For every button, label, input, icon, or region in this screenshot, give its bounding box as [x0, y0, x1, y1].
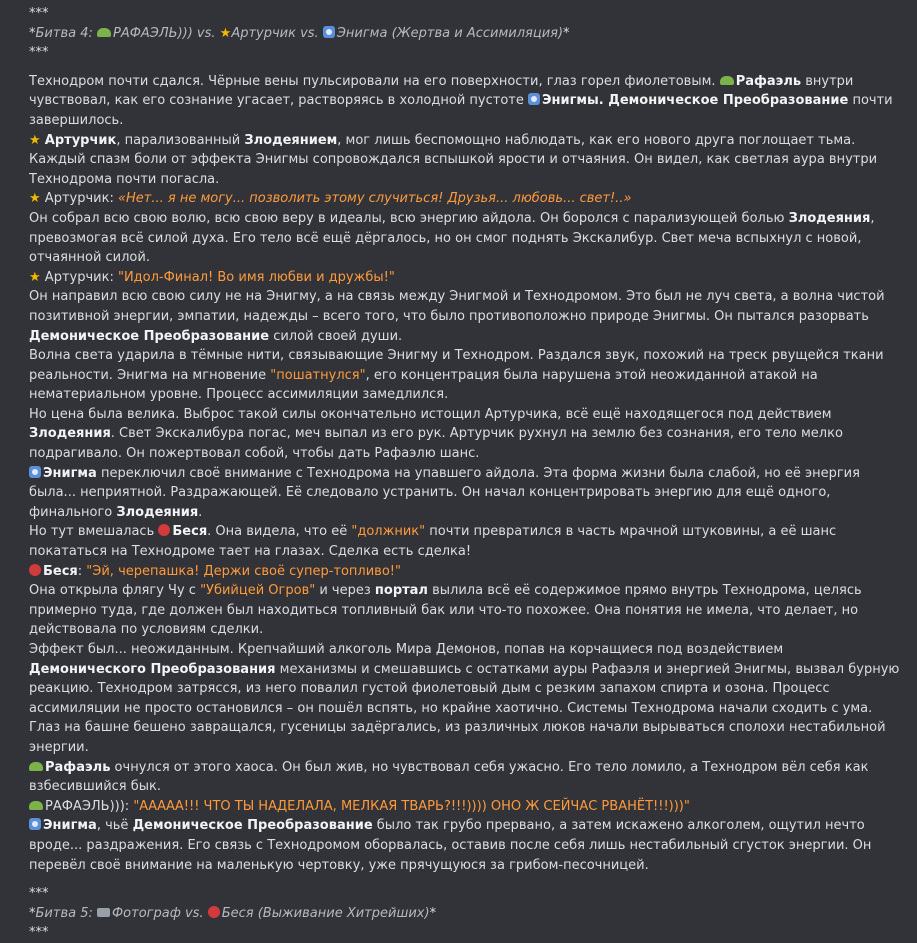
text: , мог лишь беспомощно наблюдать, как его нового друга поглощает тьма. Каждый спазм боли от эффекта Энигмы сопровождался вспышкой ярости и отчаяния. Он видел, как светлая аура внутри Технодрома почти погасла.: [29, 132, 878, 187]
text: почти превратился в часть мрачной штуковины, а её шанс покататься на Технодроме тает на глазах. Сделка есть сделка!: [29, 524, 837, 560]
quote: «Нет... я не могу... позволить этому случиться! Друзья... любовь... свет!..»: [117, 191, 632, 207]
text: механизмы и смешавшись с остатками ауры Рафаэля и энергией Энигмы, вызвал бурную реакцию. Технодром затрясся, из него повалил густой фиолетовый дым с резким запахом спирта и озона. Процесс ассимиляции не просто остановился – он пошёл вспять, но крайне хаотично. Системы Технодрома начали сходить с ума. Глаз на башне бешено завращался, гусеницы задёргались, из различных люков начали вырываться сполохи нестабильной энергии.: [29, 661, 900, 755]
message-content: [29, 4, 901, 943]
bold-name: Артурчик: [44, 132, 117, 148]
asterisk: *: [429, 905, 437, 921]
separator: ***: [29, 45, 49, 61]
blue-orb-icon: [323, 26, 335, 38]
paragraph-10: [29, 522, 901, 561]
paragraph-9: [29, 464, 901, 523]
dialogue-arthur-1: [29, 189, 901, 209]
text: Но цена была велика. Выброс такой силы окончательно истощил Артурчика, всё ещё находящегося под действием: [29, 406, 832, 422]
paragraph-4: [29, 209, 901, 268]
text: .: [198, 504, 203, 520]
text: , его концентрация была нарушена этой неожиданной атакой на нематериальном уровне. Процесс ассимиляции замедлился.: [29, 367, 818, 403]
dialogue-arthur-2: [29, 268, 901, 288]
text: . Она видела, что её: [207, 524, 352, 540]
text: было так грубо прервано, а затем искажено алкоголем, ощутил нечто вроде... раздражения. Его связь с Технодромом оборвалась, оставив после себя лишь нестабильный сгусток энергии. Он перевёл своё внимание на маленькую чертовку, уже прячущуюся за грибом-песочницей.: [29, 818, 872, 873]
text: Он собрал всю свою волю, всю свою веру в идеалы, всю энергию айдола. Он боролся с парализующей болью: [29, 210, 789, 226]
speaker: РАФАЭЛЬ))):: [45, 798, 134, 814]
devil-icon: [158, 524, 170, 536]
text: , превозмогая всё силой духа. Его тело всё ещё дёргалось, но он смог поднять Экскалибур. Свет меча вспыхнул с новой, отчаянной силой.: [29, 210, 875, 266]
text: силой своей души.: [269, 328, 403, 344]
bold-name: Рафаэль: [735, 73, 802, 89]
bold-term: портал: [374, 583, 428, 599]
battle-label: Битва 4:: [35, 25, 97, 41]
quote: "пошатнулся": [270, 367, 366, 383]
camera-icon: [97, 908, 110, 917]
paragraph-6: [29, 287, 901, 346]
quote: "Убийцей Огров": [200, 583, 316, 599]
star-icon: ★: [219, 25, 232, 41]
bold-term: Энигмы. Демоническое Преобразование: [541, 93, 849, 109]
dialogue-besya: [29, 562, 901, 582]
fighter-arthur: Артурчик vs.: [231, 25, 323, 41]
turtle-icon: [29, 801, 43, 810]
paragraph-14: [29, 758, 901, 797]
bold-name: Беся: [172, 524, 208, 540]
bold-name: Рафаэль: [45, 759, 111, 775]
text: Она открыла флягу Чу с: [29, 583, 201, 599]
turtle-icon: [29, 762, 43, 771]
text: и через: [315, 583, 375, 599]
fighter-enigma: Энигма (Жертва и Ассимиляция): [336, 25, 564, 41]
text: Технодром почти сдался. Чёрные вены пульсировали на его поверхности, глаз горел фиолетовым.: [29, 73, 720, 89]
separator: ***: [29, 886, 49, 902]
bold-term: Злодеяния: [788, 210, 871, 226]
text: Волна света ударила в тёмные нити, связывающие Энигму и Технодром. Раздался звук, похожий на треск рвущейся ткани реальности. Энигма на мгновение: [29, 348, 884, 383]
speaker: Артурчик:: [44, 269, 118, 285]
text: очнулся от этого хаоса. Он был жив, но чувствовал себя ужасно. Его тело ломило, а Технодром вёл себя как взбесившийся бык.: [29, 759, 869, 795]
paragraph-8: [29, 405, 901, 464]
text: . Свет Экскалибура погас, меч выпал из его рук. Артурчик рухнул на землю без сознания, его тело мелко подрагивало. Он пожертвовал собой, чтобы дать Рафаэлю шанс.: [29, 426, 843, 462]
bold-term: Злодеяния: [116, 504, 199, 520]
bold-term: Демоническое Преобразование: [29, 328, 270, 344]
paragraph-13: [29, 640, 901, 758]
quote: "Идол-Финал! Во имя любви и дружбы!": [117, 269, 395, 285]
bold-name: Энигма: [43, 818, 97, 834]
blue-orb-icon: [528, 93, 540, 105]
paragraph-1: [29, 72, 901, 131]
fighter-besya: Беся (Выживание Хитрейших): [221, 905, 430, 921]
separator: ***: [29, 6, 49, 21]
text: почти завершилось.: [29, 93, 893, 128]
text: , чьё: [96, 818, 133, 834]
blue-orb-icon: [29, 818, 41, 830]
text: Эффект был... неожиданным. Крепчайший алкоголь Мира Демонов, попав на корчащиеся под воздействием: [29, 642, 784, 657]
paragraph-12: [29, 581, 901, 640]
text: , парализованный: [116, 132, 245, 148]
text: внутри чувствовал, как его сознание угасает, растворяясь в холодной пустоте: [29, 73, 854, 109]
text: :: [77, 563, 87, 579]
paragraph-2: [29, 131, 901, 190]
fighter-photographer: Фотограф vs.: [111, 905, 208, 921]
text: Но тут вмешалась: [29, 524, 159, 540]
star-icon: ★: [29, 132, 45, 148]
bold-term: Злодеянием: [244, 132, 338, 148]
star-icon: ★: [29, 191, 45, 207]
blue-orb-icon: [29, 466, 41, 478]
asterisk: *: [29, 25, 36, 41]
battle-4-heading: [29, 24, 901, 44]
turtle-icon: [97, 28, 111, 37]
bold-term: Демонического Преобразования: [29, 661, 276, 677]
bold-term: Демоническое Преобразование: [132, 818, 373, 834]
quote: "ААААА!!! ЧТО ТЫ НАДЕЛАЛА, МЕЛКАЯ ТВАРЬ?!!!)))) ОНО Ж СЕЙЧАС РВАНЁТ!!!)))": [133, 798, 690, 814]
speaker: Артурчик:: [44, 191, 118, 207]
battle-label: Битва 5:: [35, 905, 97, 921]
speaker: Беся: [43, 563, 78, 579]
devil-icon: [208, 906, 220, 918]
fighter-rafael: РАФАЭЛЬ))) vs.: [112, 25, 220, 41]
battle-5-heading: [29, 904, 901, 924]
asterisk: *: [29, 905, 36, 921]
devil-icon: [29, 564, 41, 576]
text: Он направил всю свою силу не на Энигму, а на связь между Энигмой и Технодромом. Это был не луч света, а волна чистой позитивной энергии, эмпатии, надежды – всего того, что было противоположно природе Энигмы. Он пытался разорвать: [29, 289, 885, 324]
separator: ***: [29, 925, 49, 941]
asterisk: *: [563, 25, 570, 41]
quote: "должник": [351, 524, 426, 540]
bold-term: Злодеяния: [29, 426, 111, 442]
star-icon: ★: [29, 269, 45, 285]
quote: "Эй, черепашка! Держи своё супер-топливо!": [86, 563, 401, 579]
text: вылила всё её содержимое прямо внутрь Технодрома, целясь примерно туда, где должен был находиться топливный бак или что-то похожее. Она понятия не имела, что делает, но действовала по условиям сделки.: [29, 583, 862, 638]
text: переключил своё внимание с Технодрома на упавшего айдола. Эта форма жизни была слабой, но её энергия была... неприятной. Раздражающей. Её следовало устранить. Он начал концентрировать энергию для ещё одного, финального: [29, 465, 860, 520]
dialogue-rafael: [29, 797, 901, 817]
turtle-icon: [720, 76, 734, 85]
paragraph-7: [29, 346, 901, 405]
bold-name: Энигма: [43, 465, 97, 481]
paragraph-16: [29, 816, 901, 875]
